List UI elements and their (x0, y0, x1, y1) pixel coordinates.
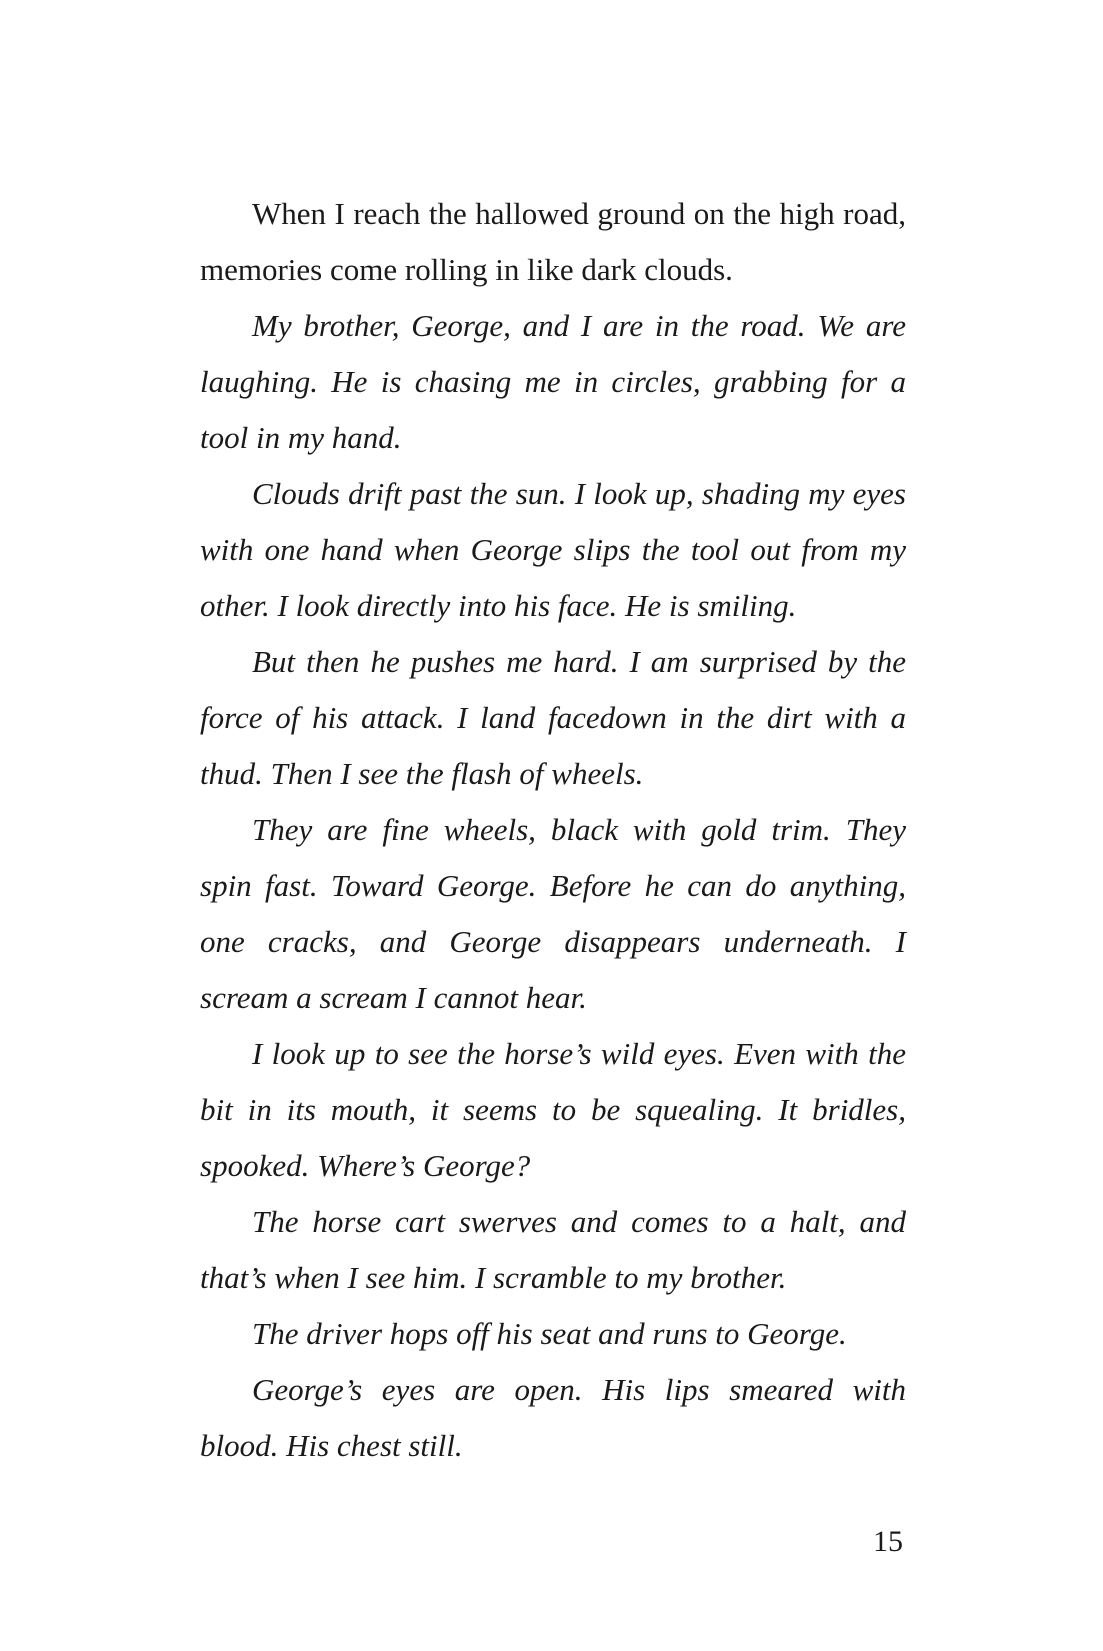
paragraph-memory-road: My brother, George, and I are in the road. We are laughing. He is chasing me in circles, grabbing for a tool in my hand. (200, 308, 906, 455)
paragraph-intro: When I reach the hallowed ground on the high road, memories come rolling in like dark clouds. (200, 196, 906, 287)
page-number: 15 (873, 1525, 903, 1558)
paragraph-push: But then he pushes me hard. I am surprised by the force of his attack. I land facedown in the dirt with a thud. Then I see the flash of wheels. (200, 644, 906, 791)
paragraph-driver: The driver hops off his seat and runs to George. (252, 1316, 847, 1351)
paragraph-clouds: Clouds drift past the sun. I look up, shading my eyes with one hand when George slips the tool out from my other. I look directly into his face. He is smiling. (200, 476, 906, 623)
paragraph-wheels: They are fine wheels, black with gold trim. They spin fast. Toward George. Before he can do anything, one cracks, and George disappears underneath. I scream a scream I cannot hear. (200, 812, 906, 1015)
paragraph-cart-halt: The horse cart swerves and comes to a halt, and that’s when I see him. I scramble to my brother. (200, 1204, 906, 1295)
body-text (200, 186, 906, 1474)
paragraph-horse: I look up to see the horse’s wild eyes. Even with the bit in its mouth, it seems to be squealing. It bridles, spooked. Where’s George? (200, 1036, 906, 1183)
paragraph-george: George’s eyes are open. His lips smeared with blood. His chest still. (200, 1372, 906, 1463)
